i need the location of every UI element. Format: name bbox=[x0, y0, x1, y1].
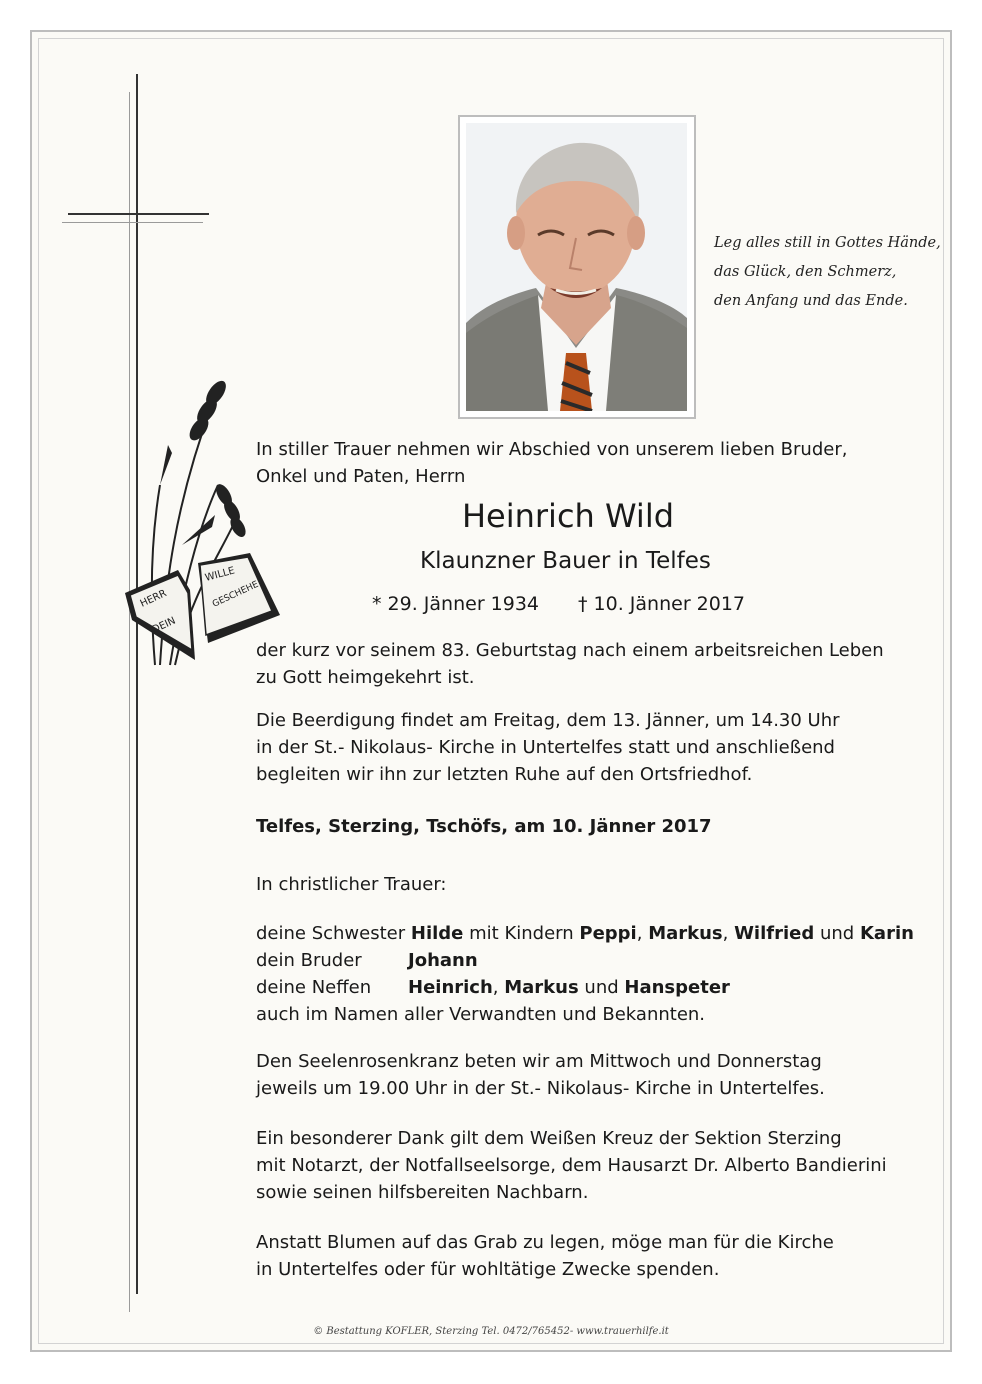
nephew-name: Heinrich bbox=[408, 977, 493, 998]
mourning-intro: In christlicher Trauer: bbox=[256, 874, 447, 895]
poem-line: den Anfang und das Ende. bbox=[714, 293, 908, 309]
para5-line-2: in Untertelfes oder für wohltätige Zwecke spenden. bbox=[256, 1259, 720, 1280]
brother-name: Johann bbox=[408, 950, 478, 971]
nephew-name: Hanspeter bbox=[624, 977, 730, 998]
para1-line-2: zu Gott heimgekehrt ist. bbox=[256, 667, 475, 688]
book-text-geschehe: GESCHEHE bbox=[211, 579, 261, 610]
deceased-name: Heinrich Wild bbox=[461, 497, 675, 535]
para3-line-1: Den Seelenrosenkranz beten wir am Mittwoch und Donnerstag bbox=[256, 1051, 822, 1072]
poem-line: Leg alles still in Gottes Hände, bbox=[714, 235, 941, 251]
child-name: Peppi bbox=[579, 923, 637, 944]
family-line-nephews: deine Neffen Heinrich, Markus und Hanspeter bbox=[256, 974, 730, 1001]
place-date: Telfes, Sterzing, Tschöfs, am 10. Jänner 2017 bbox=[256, 816, 712, 837]
para5-line-1: Anstatt Blumen auf das Grab zu legen, möge man für die Kirche bbox=[256, 1232, 834, 1253]
para4-line-3: sowie seinen hilfsbereiten Nachbarn. bbox=[256, 1182, 589, 1203]
brother-label: dein Bruder bbox=[256, 950, 362, 971]
intro-line-2: Onkel und Paten, Herrn bbox=[256, 466, 466, 487]
birth-date: * 29. Jänner 1934 bbox=[372, 593, 540, 615]
and-word: und bbox=[584, 977, 619, 998]
book-text-dein: DEIN bbox=[150, 615, 178, 636]
and-word: und bbox=[819, 923, 855, 944]
para2-line-3: begleiten wir ihn zur letzten Ruhe auf den Ortsfriedhof. bbox=[256, 764, 753, 785]
family-line-brother bbox=[256, 947, 478, 974]
para4-line-1: Ein besonderer Dank gilt dem Weißen Kreuz der Sektion Sterzing bbox=[256, 1128, 842, 1149]
intro-line-1: In stiller Trauer nehmen wir Abschied von unserem lieben Bruder, bbox=[256, 439, 848, 460]
book-text-wille: WILLE bbox=[203, 565, 237, 584]
death-date: † 10. Jänner 2017 bbox=[578, 593, 746, 615]
nephew-name: Markus bbox=[504, 977, 579, 998]
para3-line-2: jeweils um 19.00 Uhr in der St.- Nikolaus- Kirche in Untertelfes. bbox=[256, 1078, 825, 1099]
family-line-sister: deine Schwester Hilde mit Kindern Peppi, Markus, Wilfried und Karin bbox=[256, 923, 914, 944]
footer-credit: © Bestattung KOFLER, Sterzing Tel. 0472/765452- www.trauerhilfe.it bbox=[313, 1326, 669, 1337]
portrait-photo bbox=[466, 123, 687, 411]
child-name: Markus bbox=[648, 923, 723, 944]
child-name: Wilfried bbox=[734, 923, 815, 944]
para2-line-1: Die Beerdigung findet am Freitag, dem 13. Jänner, um 14.30 Uhr bbox=[256, 710, 840, 731]
sister-label: deine Schwester bbox=[256, 923, 406, 944]
child-name: Karin bbox=[859, 923, 914, 944]
para1-line-1: der kurz vor seinem 83. Geburtstag nach einem arbeitsreichen Leben bbox=[256, 640, 884, 661]
deceased-subtitle: Klaunzner Bauer in Telfes bbox=[420, 548, 711, 574]
book-text-herr: HERR bbox=[138, 588, 169, 610]
poem bbox=[714, 229, 954, 316]
para4-line-2: mit Notarzt, der Notfallseelsorge, dem Hausarzt Dr. Alberto Bandierini bbox=[256, 1155, 887, 1176]
para2-line-2: in der St.- Nikolaus- Kirche in Untertelfes statt und anschließend bbox=[256, 737, 835, 758]
with-children-label: mit Kindern bbox=[469, 923, 574, 944]
relatives-line: auch im Namen aller Verwandten und Bekannten. bbox=[256, 1004, 706, 1025]
poem-line: das Glück, den Schmerz, bbox=[714, 264, 897, 280]
sister-name: Hilde bbox=[410, 923, 464, 944]
nephews-label: deine Neffen bbox=[256, 977, 372, 998]
